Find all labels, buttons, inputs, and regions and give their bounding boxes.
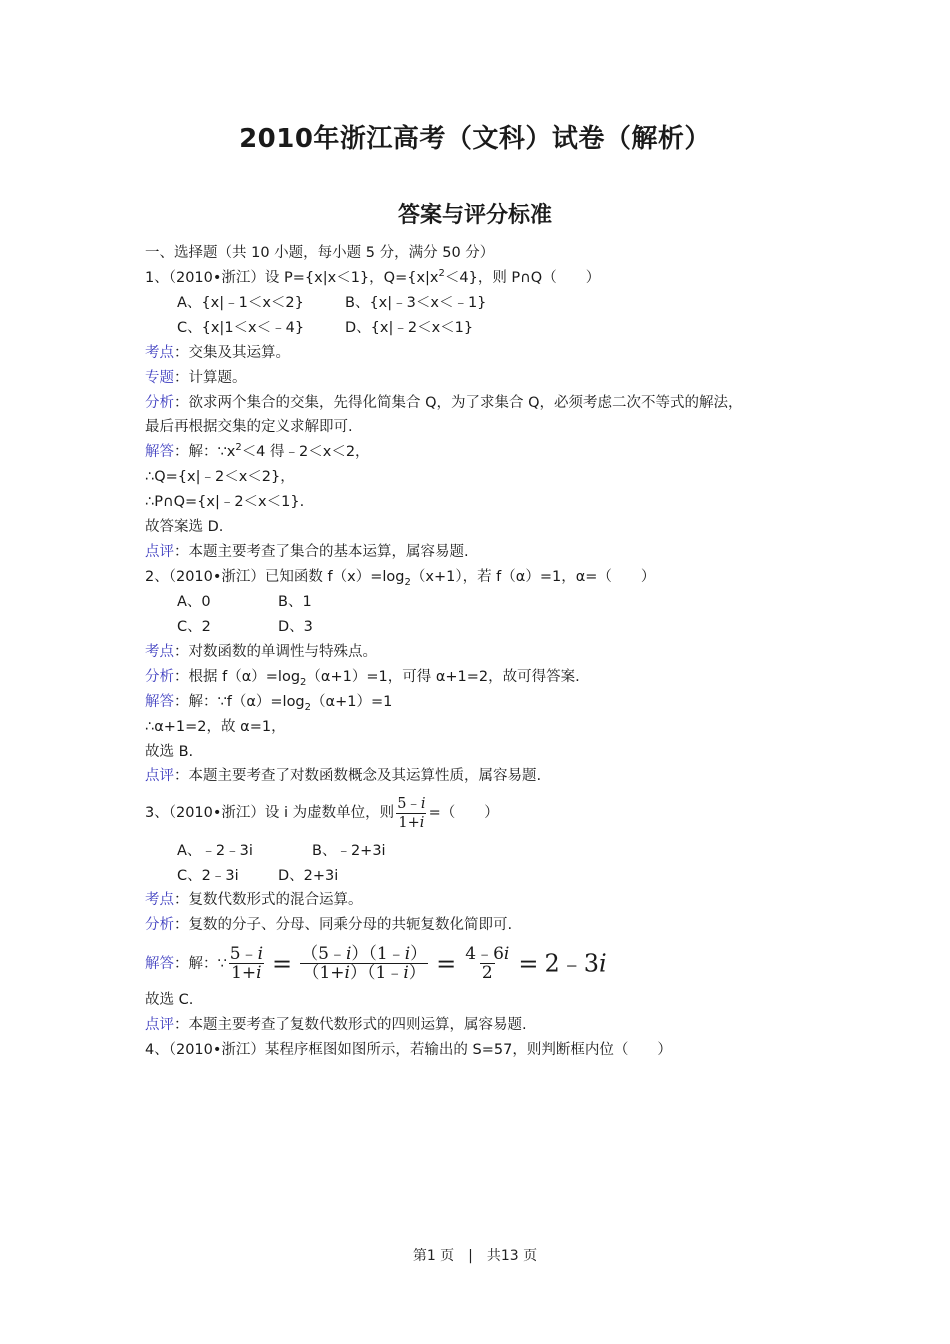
q2-fenxi: 分析：根据 $f(\alpha)=\log_2(\alpha+1)=1$，可得 α+1=2，故可得答案. — [145, 669, 580, 688]
q1-fenxi: 分析：欲求两个集合的交集，先得化简集合 Q，为了求集合 Q，必须考虑二次不等式的解法， — [145, 395, 743, 411]
q3-conclusion: 故选 C. — [145, 992, 194, 1008]
q2-kaodian: 考点：对数函数的单调性与特殊点。 — [145, 644, 377, 660]
q3-option-b: B、﹣2+3i — [312, 843, 386, 859]
q1-kaodian: 考点：交集及其运算。 — [145, 345, 290, 361]
q1-option-d: D、{x|﹣2＜x＜1} — [345, 320, 474, 336]
q3-fraction: $\frac{5﹣i}{1+i}$ — [397, 795, 426, 831]
q1-fenxi-cont: 最后再根据交集的定义求解即可. — [145, 419, 353, 435]
q2-conclusion: 故选 B. — [145, 744, 194, 760]
q2-option-b: B、1 — [278, 594, 312, 610]
q1-conclusion: 故答案选 D. — [145, 519, 224, 535]
q3-option-d: D、2+3i — [278, 868, 339, 884]
question-4-stem: 4、（2010•浙江）某程序框图如图所示，若输出的 S=57，则判断框内位（ ） — [145, 1042, 672, 1058]
page-footer: 第1 页 | 共13 页 — [412, 1248, 538, 1264]
page-title: 2010年浙江高考（文科）试卷（解析） — [239, 124, 711, 154]
jieda-fraction-1: $\frac{5﹣i}{1+i}$ — [229, 944, 263, 983]
q1-option-a: A、{x|﹣1＜x＜2} — [177, 295, 304, 311]
jieda-result: 2﹣3i — [544, 949, 607, 978]
q1-zhuanti: 专题：计算题。 — [145, 370, 247, 386]
section-heading: 一、选择题（共 10 小题，每小题 5 分，满分 50 分） — [145, 245, 495, 261]
q2-option-a: A、0 — [177, 594, 211, 610]
q1-option-c: C、{x|1＜x＜﹣4} — [177, 320, 305, 336]
q1-step-2: ∴P∩Q={x|﹣2＜x＜1}. — [145, 494, 305, 510]
jieda-fraction-3: $\frac{4﹣6i}{2}$ — [465, 944, 510, 983]
q1-jieda: 解答：解：$\because x^2<4$ 得﹣2＜x＜2， — [145, 442, 370, 460]
question-1-stem: 1、（2010•浙江）设 P={x|x＜1}，$Q=\{x|x^2<4\}$，则 P∩Q（ ） — [145, 268, 601, 286]
page-subtitle: 答案与评分标准 — [397, 203, 552, 228]
jieda-fraction-2: $\frac{(5﹣i)(1﹣i)}{(1+i)(1﹣i)}$ — [301, 944, 428, 983]
q3-option-a: A、﹣2﹣3i — [177, 843, 253, 859]
q1-option-b: B、{x|﹣3＜x＜﹣1} — [345, 295, 487, 311]
question-2-stem: 2、（2010•浙江）已知函数 $f(x)=\log_2(x+1)$，若 f（α）=1，α=（ ） — [145, 569, 656, 588]
question-3-stem: 3、（2010•浙江）设 i 为虚数单位，则 $\frac{5﹣i}{1+i}$ =（ ） — [145, 795, 499, 831]
q2-option-c: C、2 — [177, 619, 211, 635]
q3-fenxi: 分析：复数的分子、分母、同乘分母的共轭复数化简即可. — [145, 917, 513, 933]
q3-option-c: C、2﹣3i — [177, 868, 239, 884]
q2-step-1: ∴α+1=2，故 α=1， — [145, 719, 286, 735]
q2-dianping: 点评：本题主要考查了对数函数概念及其运算性质，属容易题. — [145, 768, 542, 784]
q1-dianping: 点评：本题主要考查了集合的基本运算，属容易题. — [145, 544, 469, 560]
q1-step-1: ∴Q={x|﹣2＜x＜2}， — [145, 469, 295, 485]
q3-jieda: 解答：解：∵ $\frac{5﹣i}{1+i}$ = $\frac{(5﹣i)(1﹣i)}{(1+i)(1﹣i)}$ = $\frac{4﹣6i}{2}$ = 2﹣3i — [145, 944, 607, 983]
q2-jieda: 解答：解：$\because f(\alpha)=\log_2(\alpha+1)=1$ — [145, 694, 393, 713]
q3-kaodian: 考点：复数代数形式的混合运算。 — [145, 892, 363, 908]
q3-dianping: 点评：本题主要考查了复数代数形式的四则运算，属容易题. — [145, 1017, 527, 1033]
q2-option-d: D、3 — [278, 619, 313, 635]
